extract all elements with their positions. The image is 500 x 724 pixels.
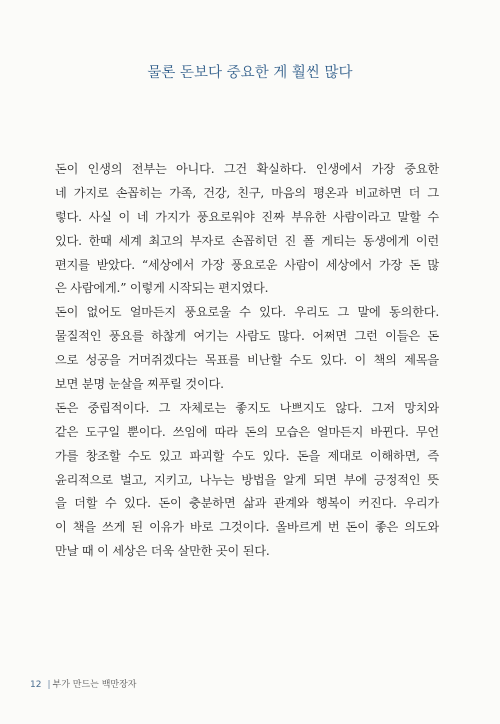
text-line: 돈이 없어도 얼마든지 풍요로울 수 있다. 우리도 그 말에 동의한다. xyxy=(55,305,439,320)
text-line: 같은 도구일 뿐이다. 쓰임에 따라 돈의 모습은 얼마든지 바뀐다. 무언 xyxy=(55,424,439,439)
text-line: 돈이 인생의 전부는 아니다. 그건 확실하다. 인생에서 가장 중요한 xyxy=(55,162,439,176)
text-line: 윤리적으로 벌고, 지키고, 나누는 방법을 알게 되면 부에 긍정적인 뜻 xyxy=(55,472,439,487)
text-line: 가를 창조할 수도 있고 파괴할 수도 있다. 돈을 제대로 이해하면, 즉 xyxy=(55,448,439,463)
footer-separator: | xyxy=(47,680,51,690)
text-line: 물질적인 풍요를 하찮게 여기는 사람도 많다. 어쩌면 그런 이들은 돈 xyxy=(55,329,439,344)
body-text xyxy=(55,158,439,564)
text-line: 으로 성공을 거머쥐겠다는 목표를 비난할 수도 있다. 이 책의 제목을 xyxy=(55,353,439,368)
text-line: 렇다. 사실 이 네 가지가 풍요로워야 진짜 부유한 사람이라고 말할 수 xyxy=(55,209,439,224)
page-number: 12 xyxy=(30,680,42,690)
text-line: 이 책을 쓰게 된 이유가 바로 그것이다. 올바르게 번 돈이 좋은 의도와 xyxy=(55,520,439,535)
running-book-title: 부가 만드는 백만장자 xyxy=(52,680,137,690)
page-footer xyxy=(30,677,136,690)
text-line: 만날 때 이 세상은 더욱 살만한 곳이 된다. xyxy=(55,544,270,559)
text-line: 네 가지로 손꼽히는 가족, 건강, 친구, 마음의 평온과 비교하면 더 그 xyxy=(55,185,439,200)
chapter-title: 물론 돈보다 중요한 게 훨씬 많다 xyxy=(147,65,353,81)
text-line: 을 더할 수 있다. 돈이 충분하면 삶과 관계와 행복이 커진다. 우리가 xyxy=(55,496,439,511)
text-line: 보면 분명 눈살을 찌푸릴 것이다. xyxy=(55,377,224,392)
text-line: 편지를 받았다. “세상에서 가장 풍요로운 사람이 세상에서 가장 돈 많 xyxy=(55,257,439,272)
text-line: 은 사람에게.” 이렇게 시작되는 편지였다. xyxy=(55,281,269,296)
text-line: 있다. 한때 세계 최고의 부자로 손꼽히던 진 폴 게티는 동생에게 이런 xyxy=(55,233,439,248)
text-line: 돈은 중립적이다. 그 자체로는 좋지도 나쁘지도 않다. 그저 망치와 xyxy=(55,400,439,415)
